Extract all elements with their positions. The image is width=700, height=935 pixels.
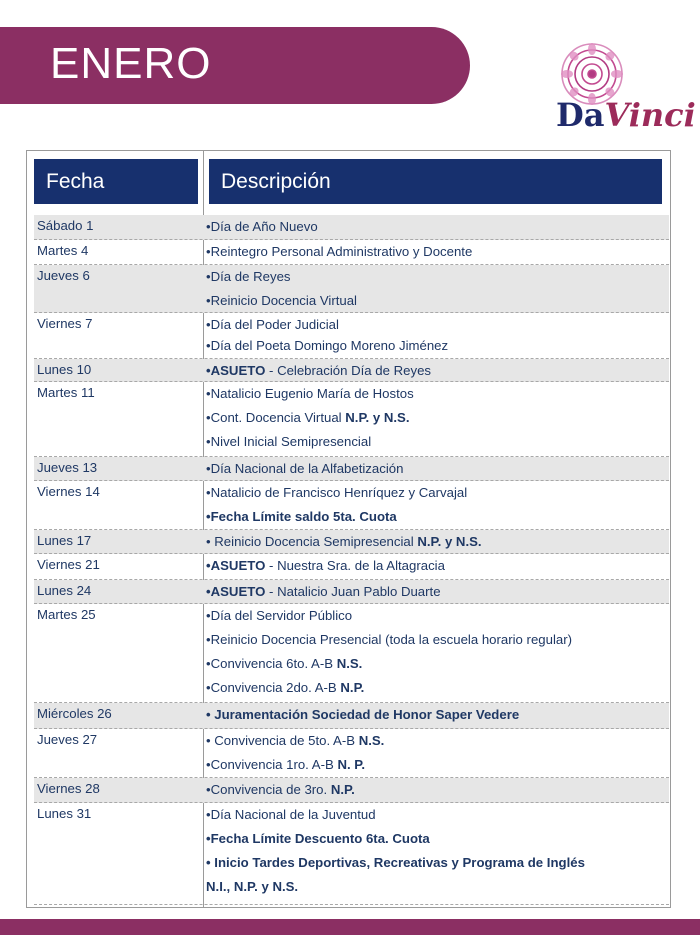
table-row <box>34 729 669 778</box>
date-cell: Martes 4 <box>37 243 89 258</box>
table-row <box>34 215 669 240</box>
description-cell <box>206 706 668 730</box>
description-item: •Convivencia 1ro. A-B N. P. <box>206 757 366 772</box>
description-item: • Convivencia de 5to. A-B N.S. <box>206 733 385 748</box>
description-item: •Convivencia 6to. A-B N.S. <box>206 656 363 671</box>
date-cell: Martes 25 <box>37 607 96 622</box>
description-item: •Nivel Inicial Semipresencial <box>206 434 372 449</box>
logo-wordmark: DaVinci <box>556 96 696 134</box>
table-row <box>34 457 669 481</box>
description-cell <box>206 806 668 902</box>
table-row <box>34 240 669 265</box>
date-cell: Jueves 27 <box>37 732 98 747</box>
description-cell <box>206 732 668 780</box>
description-item: • Inicio Tardes Deportivas, Recreativas y Programa de Inglés <box>206 855 585 870</box>
date-cell: Viernes 14 <box>37 484 100 499</box>
description-item: •Día de Reyes <box>206 269 291 284</box>
description-item: •Día de Año Nuevo <box>206 219 318 234</box>
description-item: •Natalicio de Francisco Henríquez y Carvajal <box>206 485 468 500</box>
description-item: •ASUETO - Natalicio Juan Pablo Duarte <box>206 584 441 599</box>
description-cell <box>206 243 668 267</box>
davinci-logo <box>556 40 696 140</box>
column-header-descripcion: Descripción <box>209 159 662 204</box>
description-item: •Cont. Docencia Virtual N.P. y N.S. <box>206 410 410 425</box>
description-cell <box>206 781 668 805</box>
description-cell <box>206 316 668 358</box>
date-cell: Miércoles 26 <box>37 706 112 721</box>
date-cell: Viernes 21 <box>37 557 100 572</box>
date-cell: Lunes 17 <box>37 533 92 548</box>
description-cell <box>206 557 668 581</box>
description-item: •Día del Poder Judicial <box>206 317 339 332</box>
description-item: •Natalicio Eugenio María de Hostos <box>206 386 414 401</box>
column-header-fecha: Fecha <box>34 159 198 204</box>
date-cell: Lunes 10 <box>37 362 92 377</box>
table-row <box>34 481 669 530</box>
description-item: •Fecha Límite saldo 5ta. Cuota <box>206 509 397 524</box>
date-cell: Viernes 7 <box>37 316 93 331</box>
table-row <box>34 313 669 359</box>
description-item: •ASUETO - Celebración Día de Reyes <box>206 363 431 378</box>
table-row <box>34 604 669 703</box>
month-banner <box>0 27 470 104</box>
description-item: •Día Nacional de la Juventud <box>206 807 376 822</box>
description-item: •Convivencia de 3ro. N.P. <box>206 782 355 797</box>
description-item: N.I., N.P. y N.S. <box>206 879 299 894</box>
description-cell <box>206 268 668 316</box>
description-item: •Día Nacional de la Alfabetización <box>206 461 404 476</box>
table-row <box>34 580 669 604</box>
description-item: •Convivencia 2do. A-B N.P. <box>206 680 365 695</box>
date-cell: Sábado 1 <box>37 218 94 233</box>
description-cell <box>206 484 668 532</box>
description-cell <box>206 607 668 703</box>
table-row <box>34 382 669 457</box>
date-cell: Viernes 28 <box>37 781 100 796</box>
date-cell: Lunes 31 <box>37 806 92 821</box>
date-cell: Jueves 6 <box>37 268 90 283</box>
table-row <box>34 359 669 382</box>
date-cell: Jueves 13 <box>37 460 98 475</box>
table-row <box>34 803 669 905</box>
description-item: •Día del Poeta Domingo Moreno Jiménez <box>206 338 449 353</box>
table-row <box>34 530 669 554</box>
table-row <box>34 703 669 729</box>
description-item: • Juramentación Sociedad de Honor Saper Vedere <box>206 707 520 722</box>
table-row <box>34 265 669 313</box>
month-title: ENERO <box>50 39 212 88</box>
description-item: •Reinicio Docencia Virtual <box>206 293 357 308</box>
description-cell <box>206 385 668 457</box>
description-item: •Día del Servidor Público <box>206 608 353 623</box>
footer-bar <box>0 919 700 935</box>
description-item: •Fecha Límite Descuento 6ta. Cuota <box>206 831 430 846</box>
description-item: •Reinicio Docencia Presencial (toda la escuela horario regular) <box>206 632 572 647</box>
description-item: •ASUETO - Nuestra Sra. de la Altagracia <box>206 558 445 573</box>
table-row <box>34 554 669 580</box>
description-item: •Reintegro Personal Administrativo y Docente <box>206 244 473 259</box>
table-row <box>34 778 669 803</box>
date-cell: Lunes 24 <box>37 583 92 598</box>
description-item: • Reinicio Docencia Semipresencial N.P. y N.S. <box>206 534 482 549</box>
description-cell <box>206 218 668 242</box>
date-cell: Martes 11 <box>37 385 95 400</box>
